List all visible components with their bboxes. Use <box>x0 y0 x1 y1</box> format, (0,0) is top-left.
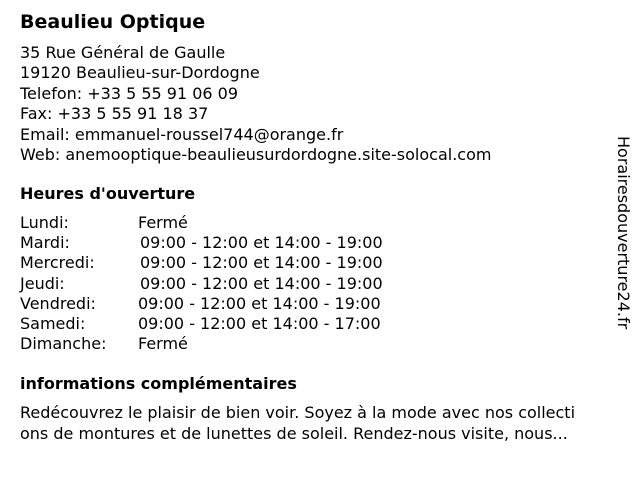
hours-day: Vendredi: <box>20 293 96 313</box>
hours-time: 09:00 - 12:00 et 14:00 - 19:00 <box>140 273 383 293</box>
address-city: 19120 Beaulieu-sur-Dordogne <box>20 63 260 83</box>
hours-time: Fermé <box>138 334 188 354</box>
business-name: Beaulieu Optique <box>20 11 206 33</box>
hours-day: Lundi: <box>20 213 69 232</box>
info-description <box>20 402 620 444</box>
hours-time: 09:00 - 12:00 et 14:00 - 19:00 <box>140 253 383 273</box>
info-heading: informations complémentaires <box>20 374 297 393</box>
hours-day: Jeudi: <box>20 273 65 293</box>
hours-day: Samedi: <box>20 313 86 333</box>
hours-day: Dimanche: <box>20 334 107 354</box>
address-street: 35 Rue Général de Gaulle <box>20 43 226 62</box>
phone-number: Telefon: +33 5 55 91 06 09 <box>20 83 239 103</box>
site-watermark: Horairesdouverture24.fr <box>614 136 633 330</box>
info-line-2: ons de montures et de lunettes de soleil. Rendez-nous visite, nous... <box>20 424 568 443</box>
hours-day: Mercredi: <box>20 253 95 273</box>
hours-time: 09:00 - 12:00 et 14:00 - 19:00 <box>138 293 381 313</box>
hours-time: 09:00 - 12:00 et 14:00 - 17:00 <box>138 313 381 333</box>
email-address: Email: emmanuel-roussel744@orange.fr <box>20 124 344 144</box>
website-url: Web: anemooptique-beaulieusurdordogne.site-solocal.com <box>20 145 492 165</box>
hours-day: Mardi: <box>20 233 70 253</box>
hours-time: Fermé <box>138 213 188 232</box>
contact-block <box>20 43 491 165</box>
info-line-1: Redécouvrez le plaisir de bien voir. Soyez à la mode avec nos collecti <box>20 403 576 422</box>
hours-heading: Heures d'ouverture <box>20 184 196 203</box>
hours-time: 09:00 - 12:00 et 14:00 - 19:00 <box>140 233 383 253</box>
fax-number: Fax: +33 5 55 91 18 37 <box>20 104 209 124</box>
